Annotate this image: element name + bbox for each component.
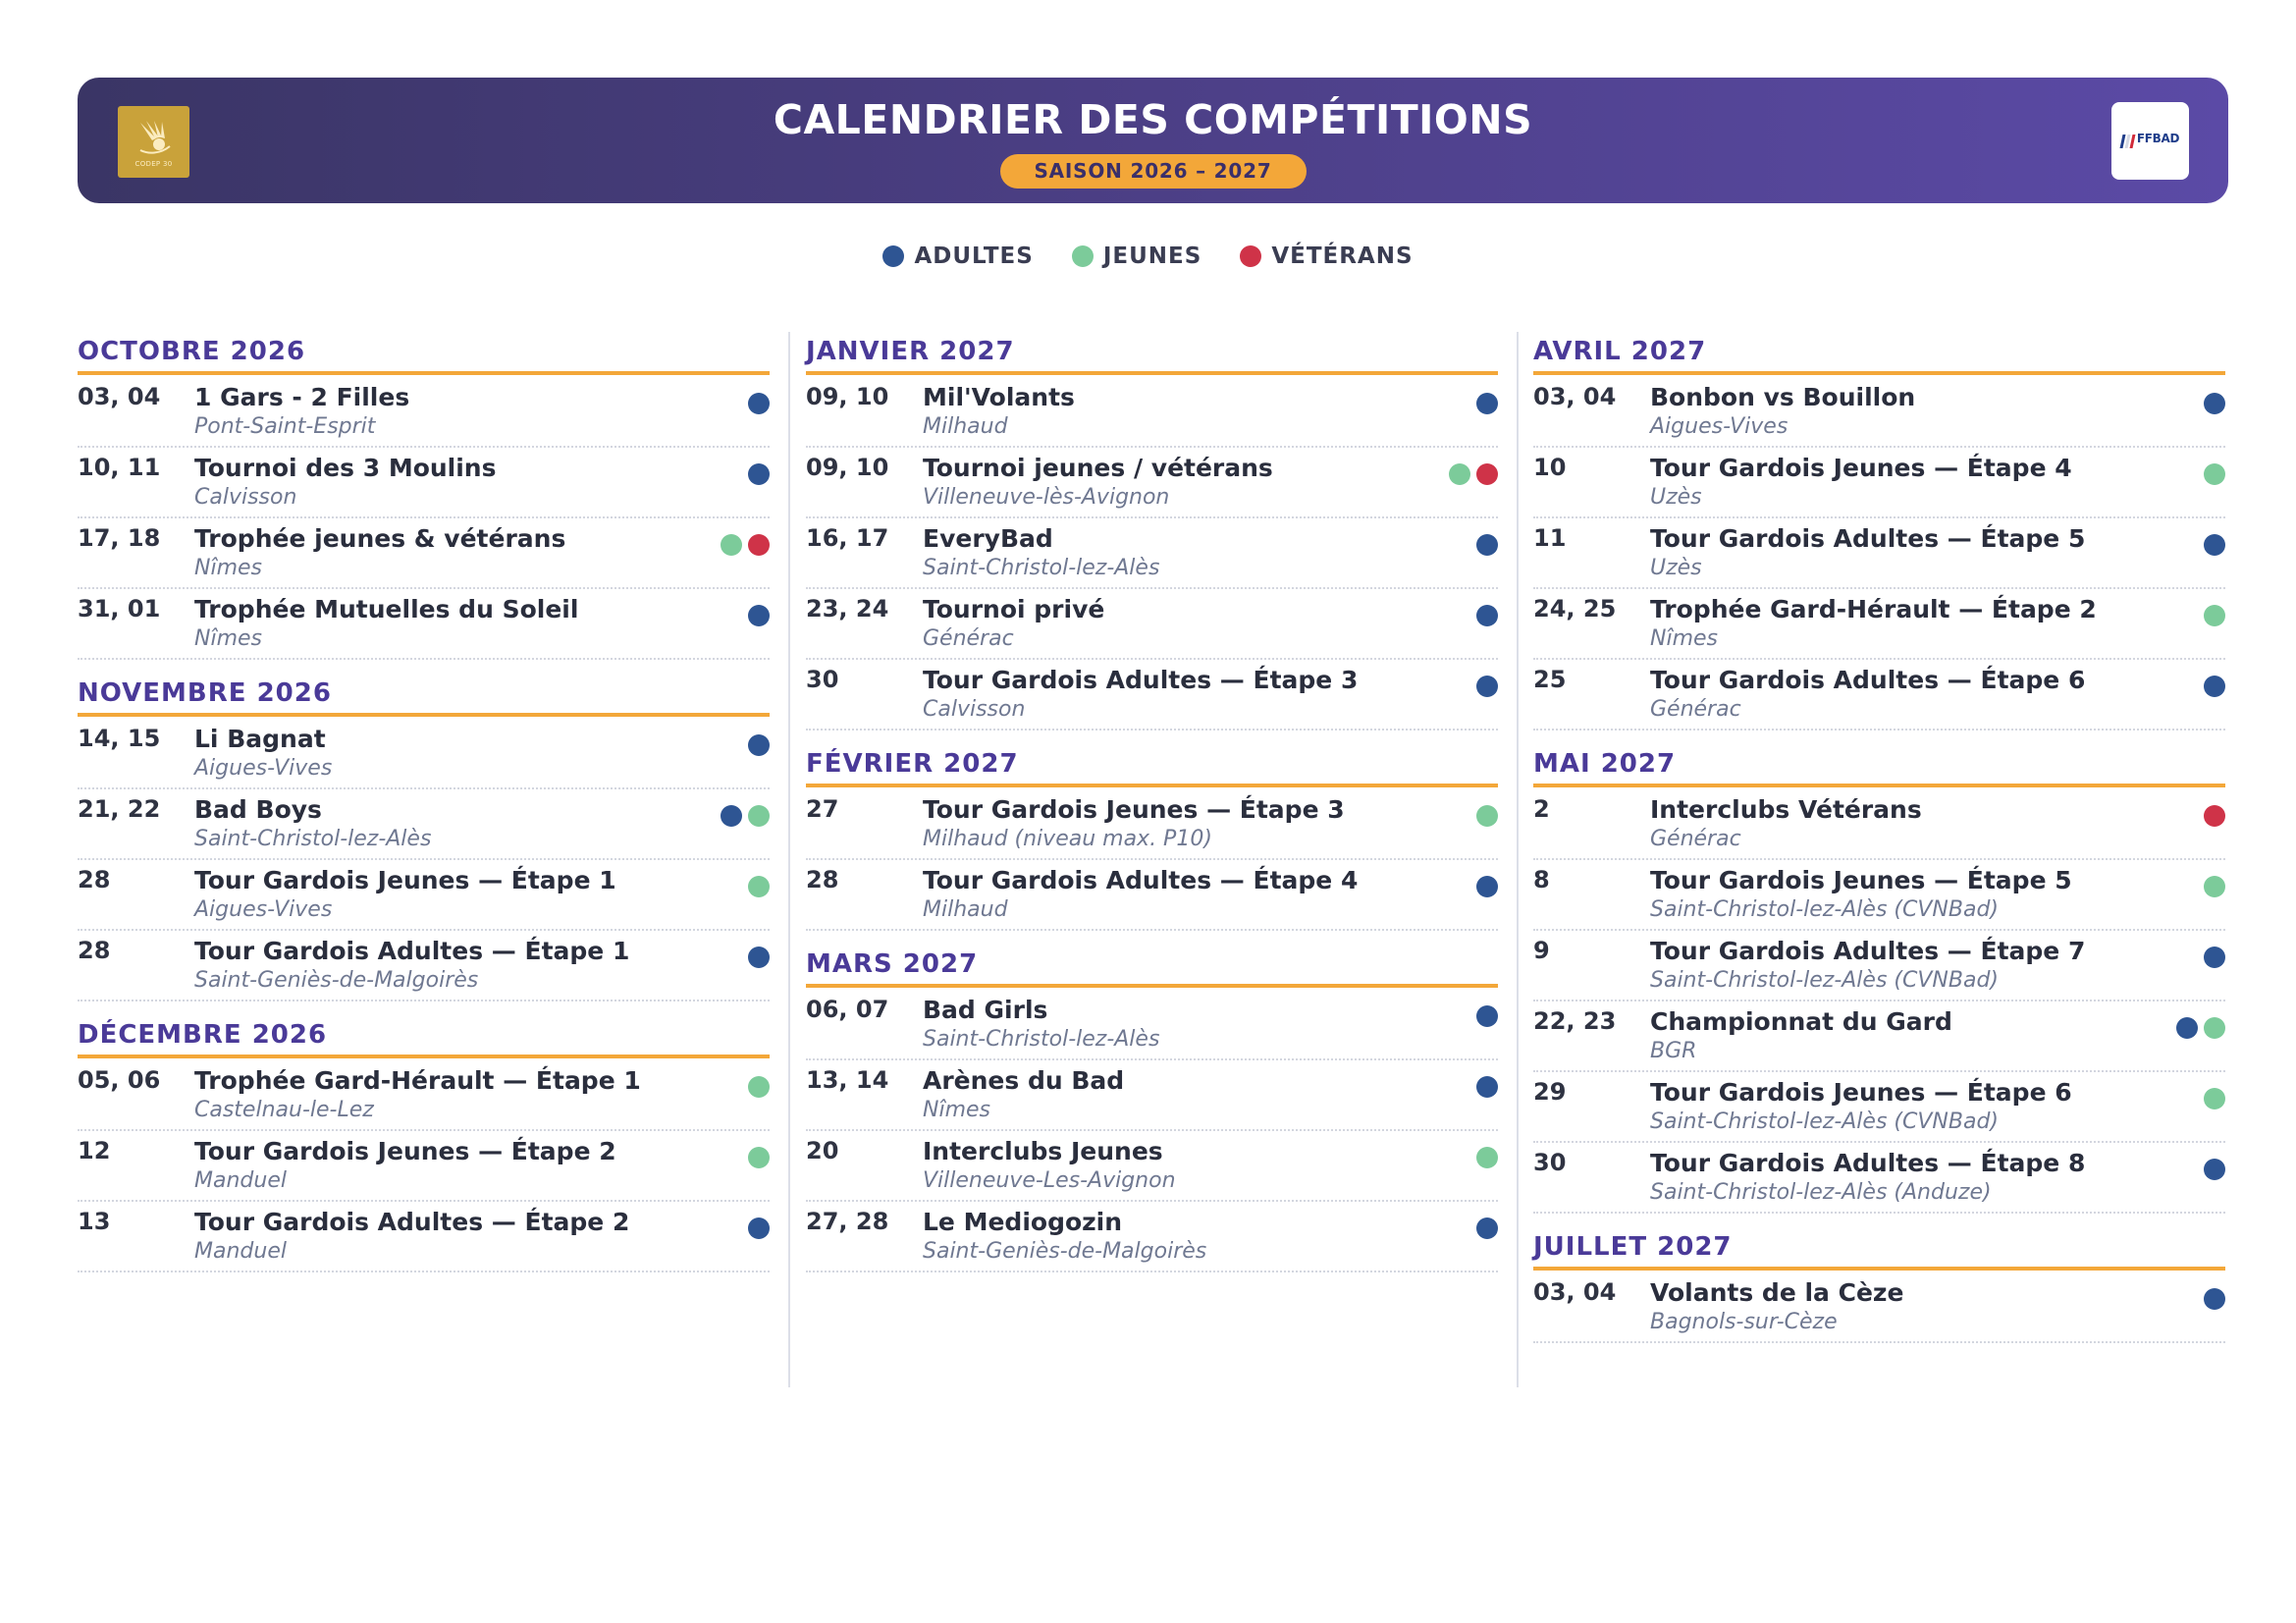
event-name: Tour Gardois Jeunes — Étape 1 xyxy=(194,866,616,894)
adultes-dot-icon xyxy=(1476,1005,1498,1027)
event-row xyxy=(1533,931,2225,1001)
event-row xyxy=(806,589,1498,660)
event-name: Bad Girls xyxy=(923,996,1048,1024)
month-title: AVRIL 2027 xyxy=(1533,332,2225,375)
event-date: 30 xyxy=(806,666,839,693)
event-date: 03, 04 xyxy=(1533,383,1617,410)
category-dots xyxy=(2204,1288,2225,1310)
month-title: MAI 2027 xyxy=(1533,744,2225,787)
event-name: Li Bagnat xyxy=(194,725,326,753)
legend-item-adultes xyxy=(882,243,1033,269)
month-title: NOVEMBRE 2026 xyxy=(78,674,770,717)
jeunes-dot-icon xyxy=(1476,1147,1498,1168)
adultes-dot-icon xyxy=(1476,605,1498,626)
event-location: Générac xyxy=(1650,697,1741,722)
event-location: Bagnols-sur-Cèze xyxy=(1650,1310,1838,1334)
month-title: MARS 2027 xyxy=(806,945,1498,988)
event-row xyxy=(806,377,1498,448)
event-location: Castelnau-le-Lez xyxy=(194,1098,374,1122)
month-section xyxy=(806,945,1498,1272)
legend-label: JEUNES xyxy=(1102,243,1202,269)
jeunes-dot-icon xyxy=(2204,605,2225,626)
adultes-dot-icon xyxy=(882,245,904,267)
event-name: Arènes du Bad xyxy=(923,1066,1125,1095)
jeunes-dot-icon xyxy=(748,1076,770,1098)
event-row xyxy=(806,1202,1498,1272)
category-dots xyxy=(2204,805,2225,827)
legend-item-veterans xyxy=(1240,243,1413,269)
event-date: 03, 04 xyxy=(1533,1278,1617,1306)
adultes-dot-icon xyxy=(1476,393,1498,414)
event-date: 28 xyxy=(78,937,111,964)
veterans-dot-icon xyxy=(748,534,770,556)
event-name: Championnat du Gard xyxy=(1650,1007,1952,1036)
event-date: 30 xyxy=(1533,1149,1567,1176)
category-dots xyxy=(1476,1005,1498,1027)
adultes-dot-icon xyxy=(721,805,742,827)
adultes-dot-icon xyxy=(748,734,770,756)
event-name: Tour Gardois Adultes — Étape 8 xyxy=(1650,1149,2086,1177)
adultes-dot-icon xyxy=(1476,534,1498,556)
event-row xyxy=(78,860,770,931)
month-title: FÉVRIER 2027 xyxy=(806,744,1498,787)
event-row xyxy=(78,1202,770,1272)
event-row xyxy=(78,589,770,660)
adultes-dot-icon xyxy=(748,947,770,968)
category-dots xyxy=(2204,463,2225,485)
event-row xyxy=(1533,518,2225,589)
event-location: Aigues-Vives xyxy=(194,756,333,781)
event-location: Nîmes xyxy=(194,556,262,580)
event-row xyxy=(806,448,1498,518)
event-date: 16, 17 xyxy=(806,524,889,552)
event-location: Générac xyxy=(1650,827,1741,851)
event-location: Pont-Saint-Esprit xyxy=(194,414,376,439)
event-row xyxy=(78,377,770,448)
ffbad-logo-icon xyxy=(2111,102,2189,180)
event-row xyxy=(1533,1272,2225,1343)
jeunes-dot-icon xyxy=(2204,1088,2225,1109)
event-location: Saint-Christol-lez-Alès (CVNBad) xyxy=(1650,968,1999,993)
jeunes-dot-icon xyxy=(721,534,742,556)
event-row xyxy=(1533,860,2225,931)
event-location: Uzès xyxy=(1650,556,1702,580)
event-date: 03, 04 xyxy=(78,383,161,410)
event-row xyxy=(806,660,1498,730)
event-date: 10 xyxy=(1533,454,1567,481)
event-location: Saint-Christol-lez-Alès (Anduze) xyxy=(1650,1180,1992,1205)
adultes-dot-icon xyxy=(2204,393,2225,414)
category-dots xyxy=(1476,1147,1498,1168)
event-location: Milhaud xyxy=(923,414,1008,439)
event-date: 13 xyxy=(78,1208,111,1235)
category-dots xyxy=(1449,463,1498,485)
calendar-column-2 xyxy=(806,332,1498,1286)
adultes-dot-icon xyxy=(2176,1017,2198,1039)
event-date: 29 xyxy=(1533,1078,1567,1106)
adultes-dot-icon xyxy=(2204,1159,2225,1180)
category-dots xyxy=(1476,1076,1498,1098)
event-row xyxy=(1533,1072,2225,1143)
event-date: 22, 23 xyxy=(1533,1007,1617,1035)
jeunes-dot-icon xyxy=(2204,876,2225,897)
event-location: Saint-Geniès-de-Malgoirès xyxy=(194,968,479,993)
category-dots xyxy=(1476,605,1498,626)
jeunes-dot-icon xyxy=(1449,463,1470,485)
season-badge: SAISON 2026 – 2027 xyxy=(1000,154,1307,189)
month-title: JUILLET 2027 xyxy=(1533,1227,2225,1271)
event-date: 24, 25 xyxy=(1533,595,1617,622)
page-title: CALENDRIER DES COMPÉTITIONS xyxy=(773,96,1533,143)
event-row xyxy=(806,990,1498,1060)
event-name: 1 Gars - 2 Filles xyxy=(194,383,410,411)
event-name: Tour Gardois Adultes — Étape 7 xyxy=(1650,937,2086,965)
category-dots xyxy=(721,805,770,827)
event-location: Uzès xyxy=(1650,485,1702,510)
event-name: Bonbon vs Bouillon xyxy=(1650,383,1916,411)
event-location: Saint-Christol-lez-Alès xyxy=(923,1027,1160,1052)
category-dots xyxy=(2204,947,2225,968)
category-dots xyxy=(1476,534,1498,556)
event-date: 13, 14 xyxy=(806,1066,889,1094)
category-dots xyxy=(1476,1217,1498,1239)
ffbad-stripes xyxy=(2121,135,2134,148)
adultes-dot-icon xyxy=(1476,876,1498,897)
month-title: JANVIER 2027 xyxy=(806,332,1498,375)
jeunes-dot-icon xyxy=(748,805,770,827)
category-dots xyxy=(1476,805,1498,827)
jeunes-dot-icon xyxy=(748,876,770,897)
event-row xyxy=(78,1060,770,1131)
jeunes-dot-icon xyxy=(748,1147,770,1168)
event-location: Saint-Christol-lez-Alès (CVNBad) xyxy=(1650,897,1999,922)
event-name: Interclubs Vétérans xyxy=(1650,795,1922,824)
event-date: 20 xyxy=(806,1137,839,1164)
category-dots xyxy=(1476,876,1498,897)
event-date: 09, 10 xyxy=(806,454,889,481)
event-name: Tour Gardois Jeunes — Étape 5 xyxy=(1650,866,2072,894)
jeunes-dot-icon xyxy=(2204,1017,2225,1039)
event-row xyxy=(1533,377,2225,448)
adultes-dot-icon xyxy=(1476,676,1498,697)
event-date: 28 xyxy=(78,866,111,893)
event-date: 27, 28 xyxy=(806,1208,889,1235)
event-row xyxy=(78,931,770,1001)
event-name: Bad Boys xyxy=(194,795,322,824)
adultes-dot-icon xyxy=(1476,1076,1498,1098)
event-date: 23, 24 xyxy=(806,595,889,622)
event-name: Tour Gardois Adultes — Étape 5 xyxy=(1650,524,2086,553)
event-location: Aigues-Vives xyxy=(1650,414,1789,439)
event-row xyxy=(806,789,1498,860)
event-location: Nîmes xyxy=(194,626,262,651)
category-dots xyxy=(721,534,770,556)
event-name: Trophée Mutuelles du Soleil xyxy=(194,595,579,623)
category-dots xyxy=(2204,1159,2225,1180)
month-title: OCTOBRE 2026 xyxy=(78,332,770,375)
category-dots xyxy=(748,463,770,485)
event-row xyxy=(1533,589,2225,660)
veterans-dot-icon xyxy=(1476,463,1498,485)
event-name: Volants de la Cèze xyxy=(1650,1278,1904,1307)
event-date: 8 xyxy=(1533,866,1550,893)
event-date: 21, 22 xyxy=(78,795,161,823)
adultes-dot-icon xyxy=(748,393,770,414)
event-row xyxy=(806,518,1498,589)
adultes-dot-icon xyxy=(2204,1288,2225,1310)
event-date: 27 xyxy=(806,795,839,823)
event-date: 11 xyxy=(1533,524,1567,552)
jeunes-dot-icon xyxy=(2204,463,2225,485)
category-dots xyxy=(748,734,770,756)
event-row xyxy=(78,1131,770,1202)
adultes-dot-icon xyxy=(748,605,770,626)
adultes-dot-icon xyxy=(1476,1217,1498,1239)
event-location: Calvisson xyxy=(923,697,1026,722)
event-name: Mil'Volants xyxy=(923,383,1075,411)
category-dots xyxy=(748,1217,770,1239)
event-date: 9 xyxy=(1533,937,1550,964)
legend xyxy=(0,243,2296,269)
month-section xyxy=(78,1015,770,1272)
category-dots xyxy=(748,1076,770,1098)
event-location: Villeneuve-lès-Avignon xyxy=(923,485,1170,510)
adultes-dot-icon xyxy=(2204,947,2225,968)
legend-label: VÉTÉRANS xyxy=(1271,243,1414,269)
month-section xyxy=(78,332,770,660)
event-row xyxy=(78,518,770,589)
jeunes-dot-icon xyxy=(1476,805,1498,827)
event-name: Tournoi jeunes / vétérans xyxy=(923,454,1273,482)
event-row xyxy=(1533,660,2225,730)
event-name: Trophée Gard-Hérault — Étape 2 xyxy=(1650,595,2097,623)
category-dots xyxy=(1476,676,1498,697)
legend-label: ADULTES xyxy=(914,243,1034,269)
calendar-column-1 xyxy=(78,332,770,1286)
event-row xyxy=(806,860,1498,931)
month-section xyxy=(806,744,1498,931)
event-date: 12 xyxy=(78,1137,111,1164)
event-date: 10, 11 xyxy=(78,454,161,481)
event-name: Trophée jeunes & vétérans xyxy=(194,524,566,553)
month-section xyxy=(806,332,1498,730)
event-name: Tour Gardois Adultes — Étape 6 xyxy=(1650,666,2086,694)
veterans-dot-icon xyxy=(1240,245,1261,267)
event-date: 2 xyxy=(1533,795,1550,823)
event-date: 09, 10 xyxy=(806,383,889,410)
event-location: Saint-Christol-lez-Alès xyxy=(194,827,432,851)
event-row xyxy=(1533,448,2225,518)
event-name: Tour Gardois Jeunes — Étape 6 xyxy=(1650,1078,2072,1107)
event-location: Saint-Geniès-de-Malgoirès xyxy=(923,1239,1207,1264)
event-date: 25 xyxy=(1533,666,1567,693)
event-location: Générac xyxy=(923,626,1014,651)
jeunes-dot-icon xyxy=(1072,245,1094,267)
category-dots xyxy=(2204,676,2225,697)
event-name: Tour Gardois Jeunes — Étape 4 xyxy=(1650,454,2072,482)
event-row xyxy=(1533,789,2225,860)
event-row xyxy=(1533,1143,2225,1214)
category-dots xyxy=(2176,1017,2225,1039)
month-title: DÉCEMBRE 2026 xyxy=(78,1015,770,1058)
category-dots xyxy=(748,605,770,626)
event-location: BGR xyxy=(1650,1039,1697,1063)
event-date: 06, 07 xyxy=(806,996,889,1023)
column-separator xyxy=(1517,332,1519,1387)
event-name: Tournoi privé xyxy=(923,595,1105,623)
event-location: Manduel xyxy=(194,1239,287,1264)
adultes-dot-icon xyxy=(748,1217,770,1239)
veterans-dot-icon xyxy=(2204,805,2225,827)
event-row xyxy=(78,448,770,518)
event-row xyxy=(78,719,770,789)
event-location: Villeneuve-Les-Avignon xyxy=(923,1168,1176,1193)
event-name: Tour Gardois Jeunes — Étape 3 xyxy=(923,795,1345,824)
event-name: Tour Gardois Adultes — Étape 1 xyxy=(194,937,630,965)
event-date: 31, 01 xyxy=(78,595,161,622)
event-date: 05, 06 xyxy=(78,1066,161,1094)
event-location: Manduel xyxy=(194,1168,287,1193)
event-name: Interclubs Jeunes xyxy=(923,1137,1163,1165)
ffbad-logo-text: FFBAD xyxy=(2136,132,2180,145)
category-dots xyxy=(2204,1088,2225,1109)
column-separator xyxy=(788,332,790,1387)
event-row xyxy=(78,789,770,860)
event-location: Nîmes xyxy=(1650,626,1718,651)
adultes-dot-icon xyxy=(2204,534,2225,556)
category-dots xyxy=(1476,393,1498,414)
event-date: 28 xyxy=(806,866,839,893)
event-row xyxy=(806,1060,1498,1131)
logo-left-text: CODEP 30 xyxy=(134,159,173,168)
category-dots xyxy=(2204,876,2225,897)
category-dots xyxy=(748,393,770,414)
category-dots xyxy=(2204,393,2225,414)
adultes-dot-icon xyxy=(2204,676,2225,697)
event-name: Tour Gardois Adultes — Étape 3 xyxy=(923,666,1359,694)
month-section xyxy=(1533,1227,2225,1343)
month-section xyxy=(1533,332,2225,730)
event-name: Tour Gardois Adultes — Étape 4 xyxy=(923,866,1359,894)
event-location: Milhaud (niveau max. P10) xyxy=(923,827,1212,851)
event-location: Saint-Christol-lez-Alès xyxy=(923,556,1160,580)
event-name: Tournoi des 3 Moulins xyxy=(194,454,497,482)
event-location: Aigues-Vives xyxy=(194,897,333,922)
category-dots xyxy=(2204,534,2225,556)
category-dots xyxy=(748,1147,770,1168)
event-name: EveryBad xyxy=(923,524,1053,553)
event-name: Tour Gardois Jeunes — Étape 2 xyxy=(194,1137,616,1165)
month-section xyxy=(1533,744,2225,1214)
month-section xyxy=(78,674,770,1001)
legend-item-jeunes xyxy=(1072,243,1201,269)
event-row xyxy=(1533,1001,2225,1072)
event-date: 17, 18 xyxy=(78,524,161,552)
event-row xyxy=(806,1131,1498,1202)
event-location: Saint-Christol-lez-Alès (CVNBad) xyxy=(1650,1109,1999,1134)
event-name: Trophée Gard-Hérault — Étape 1 xyxy=(194,1066,641,1095)
event-location: Calvisson xyxy=(194,485,297,510)
adultes-dot-icon xyxy=(748,463,770,485)
header-banner xyxy=(78,78,2228,203)
category-dots xyxy=(748,947,770,968)
category-dots xyxy=(748,876,770,897)
event-location: Nîmes xyxy=(923,1098,990,1122)
calendar-column-3 xyxy=(1533,332,2225,1357)
category-dots xyxy=(2204,605,2225,626)
event-date: 14, 15 xyxy=(78,725,161,752)
event-name: Tour Gardois Adultes — Étape 2 xyxy=(194,1208,630,1236)
event-name: Le Mediogozin xyxy=(923,1208,1123,1236)
event-location: Milhaud xyxy=(923,897,1008,922)
